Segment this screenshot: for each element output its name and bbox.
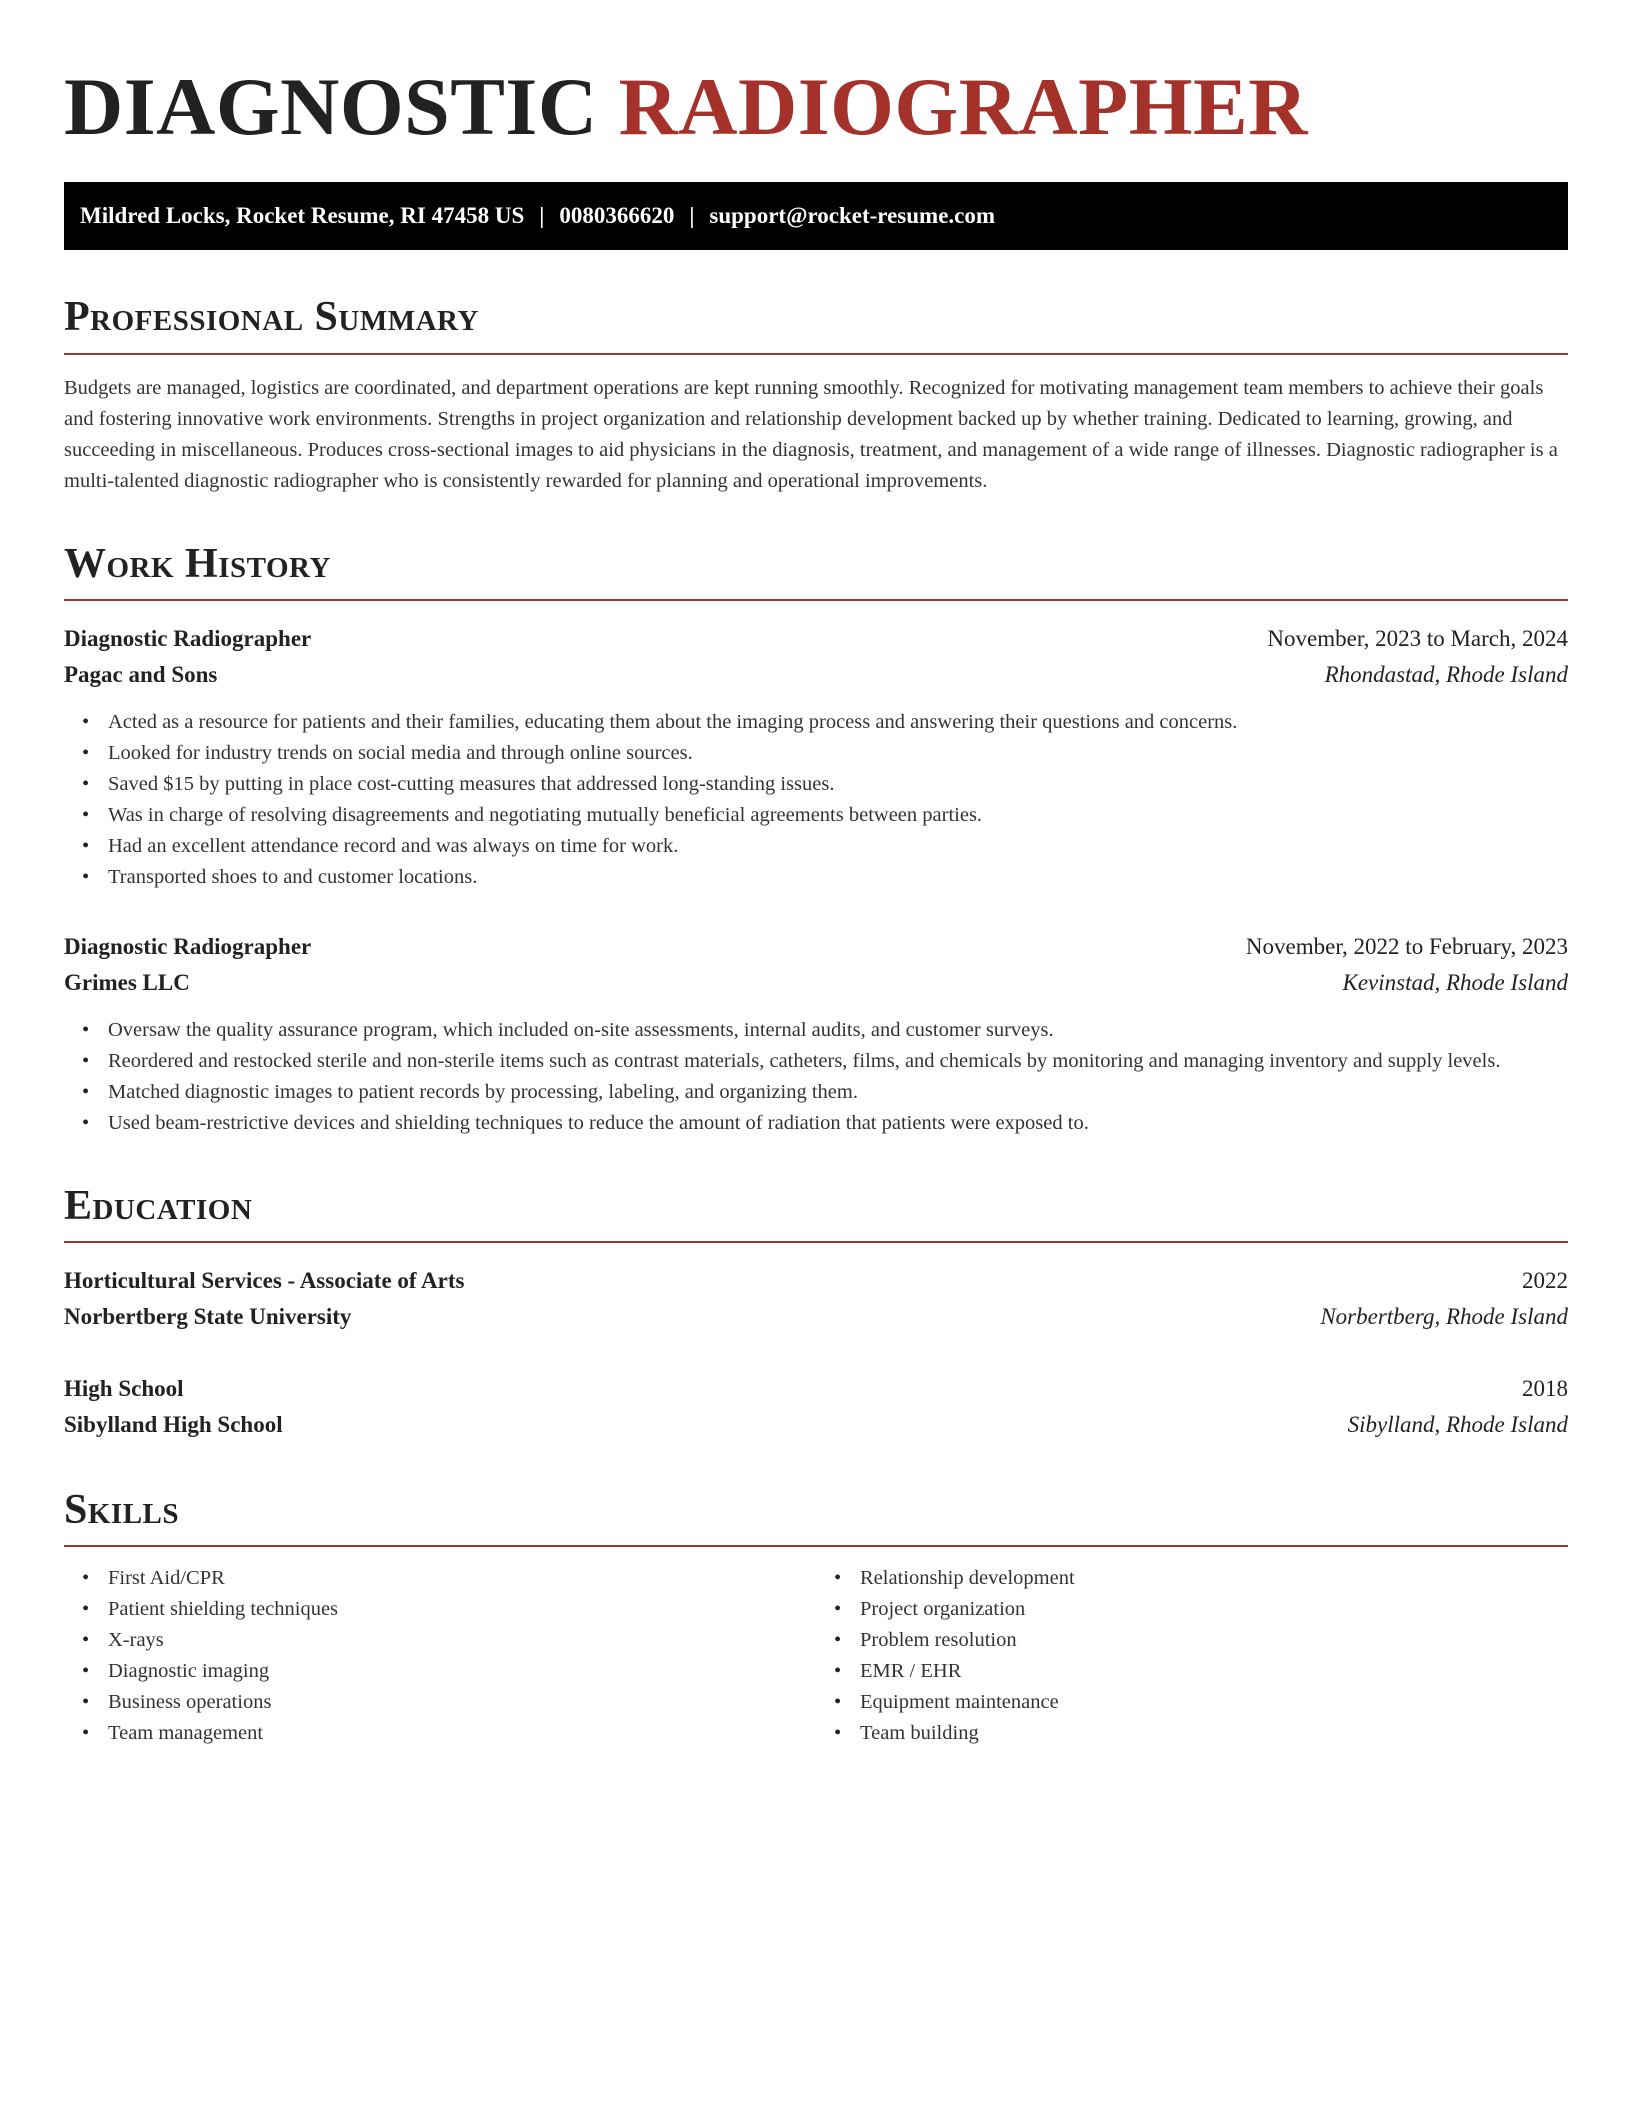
- skills-right-column: [816, 1563, 1568, 1749]
- skill-item: • Equipment maintenance: [860, 1687, 1568, 1718]
- job-entry: [64, 621, 1568, 893]
- job-company: Pagac and Sons: [64, 661, 218, 687]
- job-bullet: • Saved $15 by putting in place cost-cutting measures that addressed long-standing issues.: [108, 769, 1568, 800]
- job-entry: [64, 929, 1568, 1139]
- education-year: 2022: [1522, 1267, 1568, 1293]
- job-bullets: [64, 707, 1568, 893]
- skill-item: • X-rays: [108, 1625, 816, 1656]
- job-location: Kevinstad, Rhode Island: [1342, 969, 1568, 995]
- title-last-word: RADIOGRAPHER: [618, 61, 1308, 152]
- job-company: Grimes LLC: [64, 969, 190, 995]
- title-first-word: DIAGNOSTIC: [64, 61, 598, 152]
- job-title: Diagnostic Radiographer: [64, 625, 312, 651]
- education-school: Norbertberg State University: [64, 1303, 352, 1329]
- skill-item: • Problem resolution: [860, 1625, 1568, 1656]
- education-school-row: [64, 1299, 1568, 1335]
- skill-item: • Team building: [860, 1718, 1568, 1749]
- skills-section: [64, 1487, 1568, 1749]
- education-school: Sibylland High School: [64, 1411, 283, 1437]
- education-entry: [64, 1263, 1568, 1335]
- job-header-row: [64, 621, 1568, 657]
- job-title: Diagnostic Radiographer: [64, 933, 312, 959]
- job-dates: November, 2023 to March, 2024: [1267, 625, 1568, 651]
- job-location: Rhondastad, Rhode Island: [1324, 661, 1568, 687]
- contact-bar: [64, 182, 1568, 250]
- education-degree: High School: [64, 1375, 184, 1401]
- job-bullet: • Transported shoes to and customer locations.: [108, 862, 1568, 893]
- skill-item: • Team management: [108, 1718, 816, 1749]
- skills-left-column: [64, 1563, 816, 1749]
- job-bullet: • Matched diagnostic images to patient records by processing, labeling, and organizing them.: [108, 1077, 1568, 1108]
- skill-item: • EMR / EHR: [860, 1656, 1568, 1687]
- skill-item: • Diagnostic imaging: [108, 1656, 816, 1687]
- education-section: [64, 1183, 1568, 1443]
- job-bullets: [64, 1015, 1568, 1139]
- summary-heading: Professional Summary: [64, 294, 1568, 354]
- work-history-section: [64, 541, 1568, 1139]
- education-degree-row: [64, 1371, 1568, 1407]
- job-header-row: [64, 929, 1568, 965]
- education-location: Sibylland, Rhode Island: [1347, 1411, 1568, 1437]
- skill-item: • Project organization: [860, 1594, 1568, 1625]
- job-bullet: • Oversaw the quality assurance program, which included on-site assessments, internal audits, and customer surveys.: [108, 1015, 1568, 1046]
- summary-text: Budgets are managed, logistics are coordinated, and department operations are kept running smoothly. Recognized for motivating management team members to achieve their goals and fostering innovative work environments. Strengths in project organization and relationship development backed up by whether training. Dedicated to learning, growing, and succeeding in miscellaneous. Produces cross-sectional images to aid physicians in the diagnosis, treatment, and management of a wide range of illnesses. Diagnostic radiographer is a multi-talented diagnostic radiographer who is consistently rewarded for planning and operational improvements.: [64, 376, 1558, 492]
- summary-section: [64, 294, 1568, 496]
- work-history-heading: Work History: [64, 541, 1568, 601]
- skills-columns: [64, 1563, 1568, 1749]
- skill-item: • Business operations: [108, 1687, 816, 1718]
- education-year: 2018: [1522, 1375, 1568, 1401]
- skill-item: • First Aid/CPR: [108, 1563, 816, 1594]
- skills-heading: Skills: [64, 1487, 1568, 1547]
- job-company-row: [64, 965, 1568, 1001]
- education-location: Norbertberg, Rhode Island: [1320, 1303, 1568, 1329]
- skill-item: • Patient shielding techniques: [108, 1594, 816, 1625]
- education-entry: [64, 1371, 1568, 1443]
- contact-email: support@rocket-resume.com: [709, 203, 996, 229]
- skill-item: • Relationship development: [860, 1563, 1568, 1594]
- job-company-row: [64, 657, 1568, 693]
- resume-title: [64, 58, 1568, 156]
- job-bullet: • Reordered and restocked sterile and non-sterile items such as contrast materials, catheters, films, and chemicals by monitoring and managing inventory and supply levels.: [108, 1046, 1568, 1077]
- contact-separator: |: [539, 203, 545, 229]
- job-bullet: • Used beam-restrictive devices and shielding techniques to reduce the amount of radiation that patients were exposed to.: [108, 1108, 1568, 1139]
- job-bullet: • Had an excellent attendance record and was always on time for work.: [108, 831, 1568, 862]
- job-bullet: • Acted as a resource for patients and their families, educating them about the imaging process and answering their questions and concerns.: [108, 707, 1568, 738]
- contact-address: Mildred Locks, Rocket Resume, RI 47458 US: [80, 203, 525, 229]
- education-school-row: [64, 1407, 1568, 1443]
- education-heading: Education: [64, 1183, 1568, 1243]
- contact-separator: |: [689, 203, 695, 229]
- job-bullet: • Looked for industry trends on social media and through online sources.: [108, 738, 1568, 769]
- contact-phone: 0080366620: [559, 203, 675, 229]
- job-dates: November, 2022 to February, 2023: [1245, 933, 1568, 959]
- education-degree: Horticultural Services - Associate of Arts: [64, 1267, 465, 1293]
- education-degree-row: [64, 1263, 1568, 1299]
- job-bullet: • Was in charge of resolving disagreements and negotiating mutually beneficial agreements between parties.: [108, 800, 1568, 831]
